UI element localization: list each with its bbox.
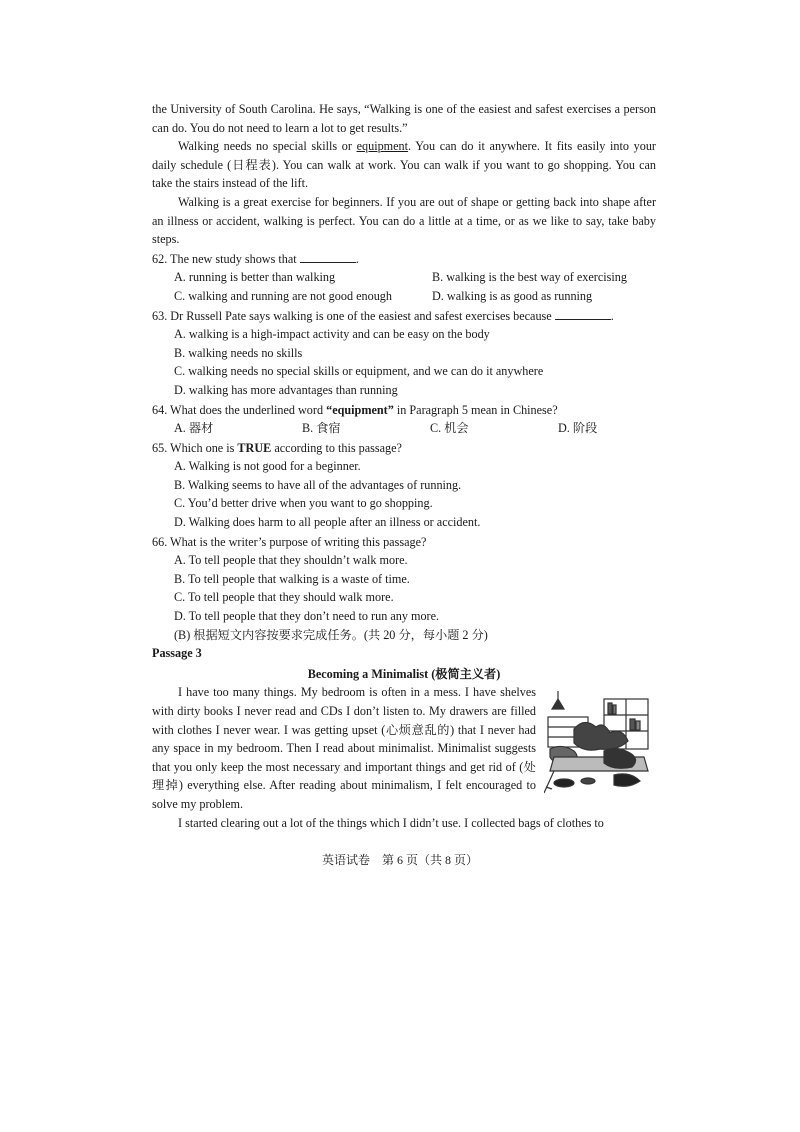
q63-stem xyxy=(152,307,656,326)
passage3-label-text: Passage 3 xyxy=(152,646,202,661)
passage2-para3: Walking is a great exercise for beginners. If you are out of shape or getting back into shape after an illness or accident, walking is perfect. You can do a little at a time, or as we like to say, take baby steps. xyxy=(152,194,656,247)
q64-options xyxy=(152,419,656,438)
q64-stem-a: 64. What does the underlined word xyxy=(152,402,327,417)
q63-blank xyxy=(555,309,611,320)
q65-stem xyxy=(152,439,656,458)
q62-option-c: C. walking and running are not good enough xyxy=(174,288,392,303)
passage3-para1-block xyxy=(152,683,656,813)
passage3-para1: I have too many things. My bedroom is often in a mess. I have shelves with dirty books I never read and CDs I don’t listen to. My drawers are filled with clothes I never wear. I was getting upset (心烦意乱的) that I never had any space in my bedroom. Then I read about minimalist. Minimalist suggests that you only keep the most necessary and important things and get rid of (处理掉) everything else. After reading about minimalism, I felt encouraged to solve my problem. xyxy=(152,685,536,811)
q63-option-d: D. walking has more advantages than running xyxy=(174,382,398,397)
q64-option-b: B. 食宿 xyxy=(302,421,341,436)
q66-stem: 66. What is the writer’s purpose of writing this passage? xyxy=(152,534,427,549)
q63-stem-text: 63. Dr Russell Pate says walking is one of the easiest and safest exercises because xyxy=(152,308,555,323)
q65-stem-bold: TRUE xyxy=(237,440,272,455)
q64-option-d: D. 阶段 xyxy=(558,421,598,436)
q66-option-d: D. To tell people that they don’t need to run any more. xyxy=(174,609,440,624)
q62-option-a: A. running is better than walking xyxy=(174,270,336,285)
q66-option-c: C. To tell people that they should walk more. xyxy=(174,590,394,605)
underlined-word-equipment: equipment xyxy=(356,139,409,154)
q62-stem-text: 62. The new study shows that xyxy=(152,251,300,266)
q64-stem-b: in Paragraph 5 mean in Chinese? xyxy=(393,402,558,417)
para2-text-a: Walking needs no special skills or xyxy=(178,139,357,154)
q65-option-d: D. Walking does harm to all people after an illness or accident. xyxy=(174,515,481,530)
section-b-instruction: (B) 根据短文内容按要求完成任务。(共 20 分，每小题 2 分) xyxy=(174,627,488,642)
para2-text-b: . You can do it anywhere. It fits easily into your daily schedule (日程表). You can walk at work. You can walk if you want to go shopping. You can take the stairs instead of the lift. xyxy=(152,139,656,191)
q65-option-a: A. Walking is not good for a beginner. xyxy=(174,459,361,474)
page-footer: 英语试卷 第 6 页（共 8 页） xyxy=(321,853,478,867)
q65-option-c: C. You’d better drive when you want to go shopping. xyxy=(174,496,433,511)
q62-option-d: D. walking is as good as running xyxy=(432,288,593,303)
passage3-title: Becoming a Minimalist (极简主义者) xyxy=(307,666,501,681)
passage2-para2 xyxy=(152,137,656,193)
q62-options xyxy=(152,268,656,305)
q62-end: . xyxy=(355,251,359,266)
q62-option-b: B. walking is the best way of exercising xyxy=(432,270,627,285)
q65-option-b: B. Walking seems to have all of the advantages of running. xyxy=(174,477,462,492)
messy-bedroom-illustration xyxy=(544,687,656,795)
q64-stem xyxy=(152,401,656,420)
exam-page xyxy=(152,100,656,832)
q63-option-c: C. walking needs no special skills or equipment, and we can do it anywhere xyxy=(174,364,544,379)
passage2-para1: the University of South Carolina. He says, “Walking is one of the easiest and safest exercises a person can do. You do not need to learn a lot to get results.” xyxy=(152,102,656,135)
q62-stem xyxy=(152,250,656,269)
q66-option-b: B. To tell people that walking is a waste of time. xyxy=(174,571,410,586)
q64-option-a: A. 器材 xyxy=(174,421,214,436)
passage3-para2: I started clearing out a lot of the things which I didn’t use. I collected bags of clothes to xyxy=(178,815,604,830)
q64-stem-bold: “equipment” xyxy=(326,402,394,417)
passage3-label xyxy=(152,644,656,663)
q65-stem-b: according to this passage? xyxy=(271,440,402,455)
q62-blank xyxy=(300,252,356,263)
q66-option-a: A. To tell people that they shouldn’t walk more. xyxy=(174,553,408,568)
q63-option-a: A. walking is a high-impact activity and can be easy on the body xyxy=(174,327,490,342)
q65-stem-a: 65. Which one is xyxy=(152,440,238,455)
q63-end: . xyxy=(610,308,614,323)
q63-option-b: B. walking needs no skills xyxy=(174,345,303,360)
q64-option-c: C. 机会 xyxy=(430,421,469,436)
